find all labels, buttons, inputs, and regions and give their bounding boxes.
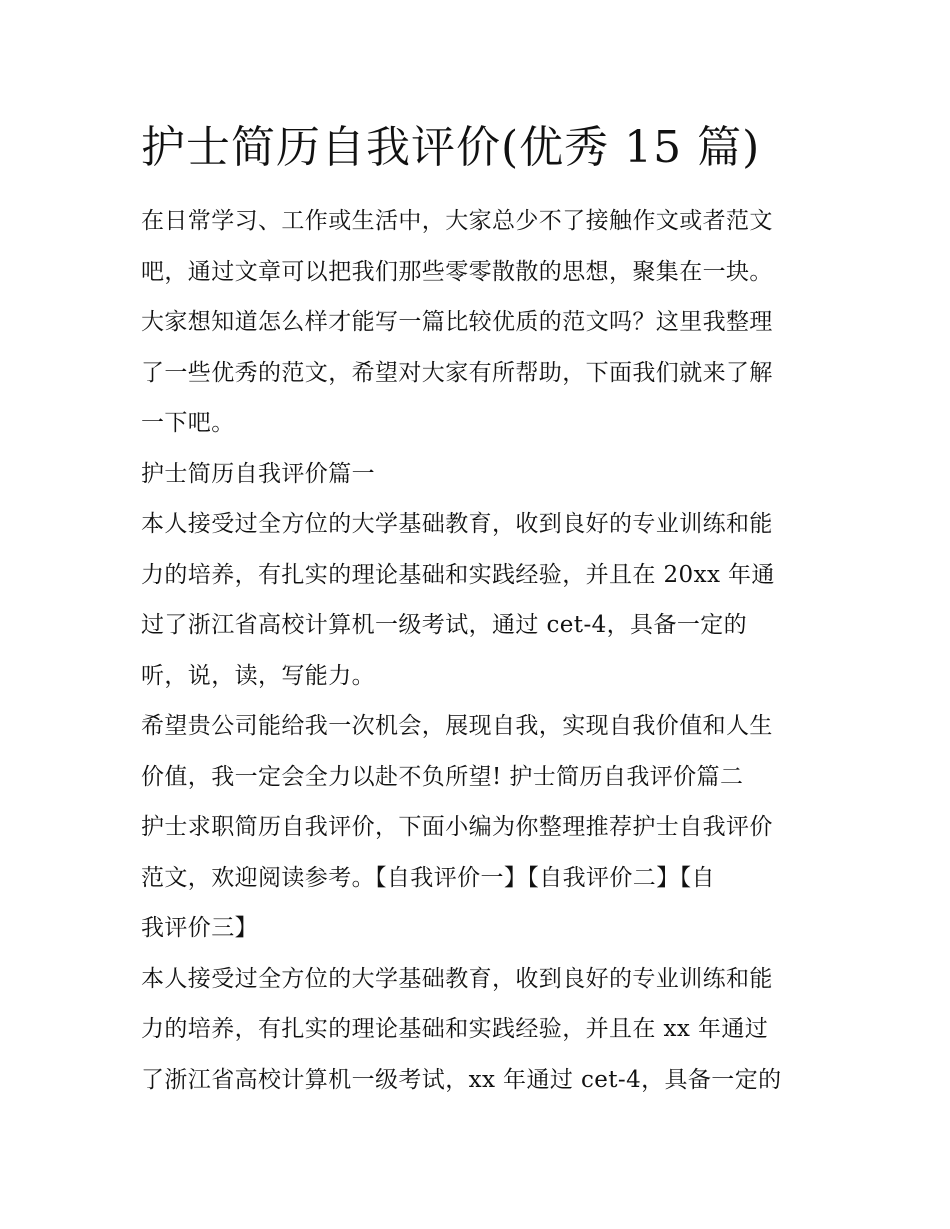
- document-title: 护士简历自我评价(优秀 15 篇): [141, 122, 761, 173]
- document-page: [141, 118, 813, 1105]
- text-line: 大家想知道怎么样才能写一篇比较优质的范文吗？这里我整理: [141, 309, 773, 335]
- body-paragraph: [141, 499, 813, 701]
- text-line: 力的培养，有扎实的理论基础和实践经验，并且在 xx 年通过: [141, 1016, 769, 1042]
- text-line: 希望贵公司能给我一次机会，展现自我，实现自我价值和人生: [141, 713, 773, 739]
- body-paragraph: [141, 802, 813, 954]
- text-line: 护士简历自我评价篇一: [141, 460, 375, 487]
- text-line: 范文，欢迎阅读参考。【自我评价一】【自我评价二】【自: [141, 864, 715, 891]
- section-heading-1: [141, 449, 813, 500]
- body-paragraph: [141, 954, 813, 1106]
- text-line: 护士求职简历自我评价，下面小编为你整理推荐护士自我评价: [141, 814, 773, 840]
- intro-paragraph: [141, 196, 813, 449]
- text-line: 过了浙江省高校计算机一级考试，通过 cet-4，具备一定的: [141, 612, 748, 638]
- text-line: 了一些优秀的范文，希望对大家有所帮助，下面我们就来了解: [141, 359, 773, 386]
- text-line: 听，说，读，写能力。: [141, 662, 375, 689]
- body-paragraph: [141, 701, 813, 802]
- text-line: 吧，通过文章可以把我们那些零零散散的思想，聚集在一块。: [141, 258, 773, 285]
- text-line: 我评价三】: [141, 915, 258, 941]
- text-line: 一下吧。: [141, 410, 235, 436]
- text-line: 力的培养，有扎实的理论基础和实践经验，并且在 20xx 年通: [141, 561, 775, 588]
- text-line: 了浙江省高校计算机一级考试，xx 年通过 cet-4，具备一定的: [141, 1066, 782, 1093]
- text-line: 在日常学习、工作或生活中，大家总少不了接触作文或者范文: [141, 208, 773, 234]
- text-line: 本人接受过全方位的大学基础教育，收到良好的专业训练和能: [141, 965, 773, 992]
- text-line: 价值，我一定会全力以赴不负所望! 护士简历自我评价篇二: [141, 763, 744, 790]
- text-line: 本人接受过全方位的大学基础教育，收到良好的专业训练和能: [141, 511, 773, 537]
